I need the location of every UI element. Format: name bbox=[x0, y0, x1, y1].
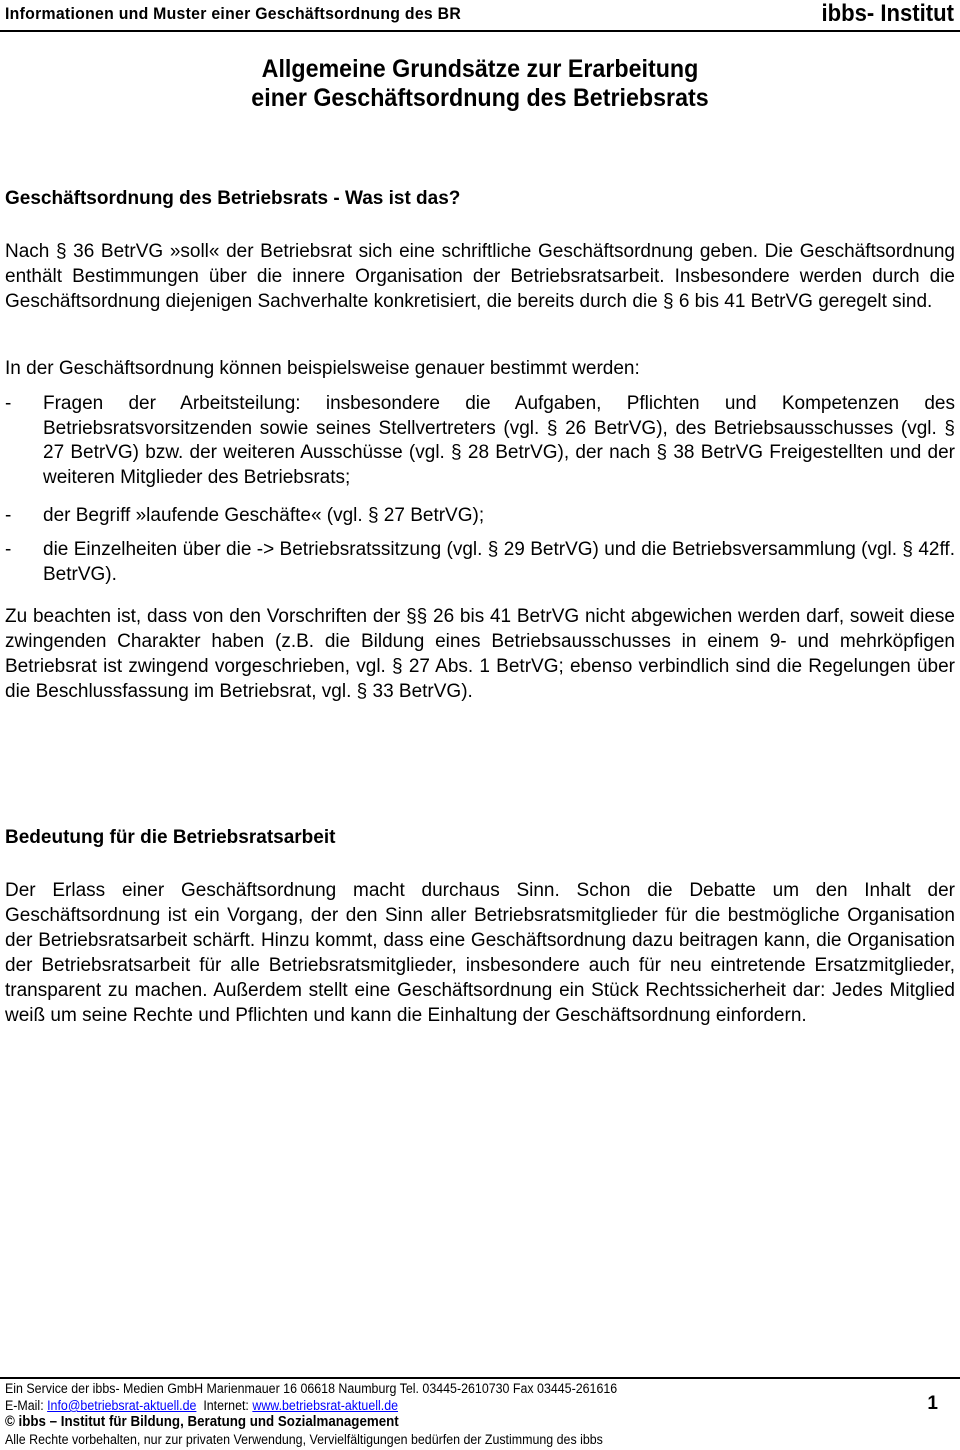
list-bullet: - bbox=[5, 393, 12, 414]
footer-contact bbox=[5, 1398, 398, 1413]
running-header-brand: ibbs- Institut bbox=[821, 0, 954, 27]
footer-copyright: © ibbs – Institut für Bildung, Beratung und Sozialmanagement bbox=[5, 1414, 399, 1430]
list-item bbox=[5, 392, 955, 491]
title-line-1: Allgemeine Grundsätze zur Erarbeitung bbox=[261, 55, 699, 83]
paragraph-note: Zu beachten ist, dass von den Vorschriften der §§ 26 bis 41 BetrVG nicht abgewichen werden darf, soweit diese zwingenden Charakter haben (z.B. die Bildung eines Betriebsausschusses in einem 9- und mehrköpfigen Betriebsrat ist zwingend vorgeschrieben, vgl. § 27 Abs. 1 BetrVG; ebenso verbindlich sind die Regelungen über die Beschlussfassung im Betriebsrat, vgl. § 33 BetrVG). bbox=[5, 606, 955, 702]
running-header-title: Informationen und Muster einer Geschäftsordnung des BR bbox=[5, 4, 462, 23]
list-item bbox=[5, 538, 955, 587]
website-link[interactable]: www.betriebsrat-aktuell.de bbox=[252, 1398, 399, 1413]
header-rule bbox=[0, 30, 960, 32]
document-title bbox=[34, 55, 927, 113]
list-bullet: - bbox=[5, 539, 12, 560]
footer-rights: Alle Rechte vorbehalten, nur zur privaten Verwendung, Vervielfältigungen bedürfen der Zustimmung des ibbs bbox=[5, 1432, 603, 1447]
paragraph-intro: Nach § 36 BetrVG »soll« der Betriebsrat sich eine schriftliche Geschäftsordnung geben. Die Geschäftsordnung enthält Bestimmungen über die innere Organisation der Betriebsratsarbeit. Insbesondere werden durch die Geschäftsordnung diejenigen Sachverhalte konkretisiert, die bereits durch die § 6 bis 41 BetrVG geregelt sind. bbox=[5, 241, 955, 312]
section-heading-1: Geschäftsordnung des Betriebsrats - Was ist das? bbox=[5, 188, 461, 209]
email-link[interactable]: Info@betriebsrat-aktuell.de bbox=[47, 1398, 197, 1413]
list-item-text: die Einzelheiten über die -> Betriebsratssitzung (vgl. § 29 BetrVG) und die Betriebsversammlung (vgl. § 42ff. BetrVG). bbox=[43, 539, 955, 585]
list-item-text: Fragen der Arbeitsteilung: insbesondere die Aufgaben, Pflichten und Kompetenzen des Betriebsratsvorsitzenden sowie seines Stellvertreters (vgl. § 26 BetrVG), des Betriebsausschusses (vgl. § 27 BetrVG) bzw. der weiteren Ausschüsse (vgl. § 28 BetrVG), der nach § 38 BetrVG Freigestellten und der weiteren Mitglieder des Betriebsrats; bbox=[43, 393, 955, 489]
email-label: E-Mail: bbox=[5, 1398, 48, 1413]
internet-label: Internet: bbox=[196, 1398, 253, 1413]
footer-address: Ein Service der ibbs- Medien GmbH Marienmauer 16 06618 Naumburg Tel. 03445-2610730 Fax 03445-261616 bbox=[5, 1381, 618, 1396]
footer-rule bbox=[0, 1377, 960, 1379]
paragraph-significance: Der Erlass einer Geschäftsordnung macht durchaus Sinn. Schon die Debatte um den Inhalt der Geschäftsordnung ist ein Vorgang, der den Sinn aller Betriebsratsmitglieder für die bestmögliche Organisation der Betriebsratsarbeit schärft. Hinzu kommt, dass eine Geschäftsordnung dazu beitragen kann, die Organisation der Betriebsratsarbeit für alle Betriebsratsmitglieder, insbesondere auch für neu eintretende Ersatzmitglieder, transparent zu machen. Außerdem stellt eine Geschäftsordnung ein Stück Rechtssicherheit dar: Jedes Mitglied weiß um seine Rechte und Pflichten und kann die Einhaltung der Geschäftsordnung einfordern. bbox=[5, 880, 955, 1026]
paragraph-examples-intro: In der Geschäftsordnung können beispielsweise genauer bestimmt werden: bbox=[5, 358, 640, 379]
section-heading-2: Bedeutung für die Betriebsratsarbeit bbox=[5, 827, 336, 848]
list-item bbox=[5, 504, 955, 529]
title-line-2: einer Geschäftsordnung des Betriebsrats bbox=[251, 84, 709, 112]
list-bullet: - bbox=[5, 505, 12, 526]
list-item-text: der Begriff »laufende Geschäfte« (vgl. § 27 BetrVG); bbox=[43, 505, 485, 526]
page-number: 1 bbox=[927, 1393, 938, 1414]
